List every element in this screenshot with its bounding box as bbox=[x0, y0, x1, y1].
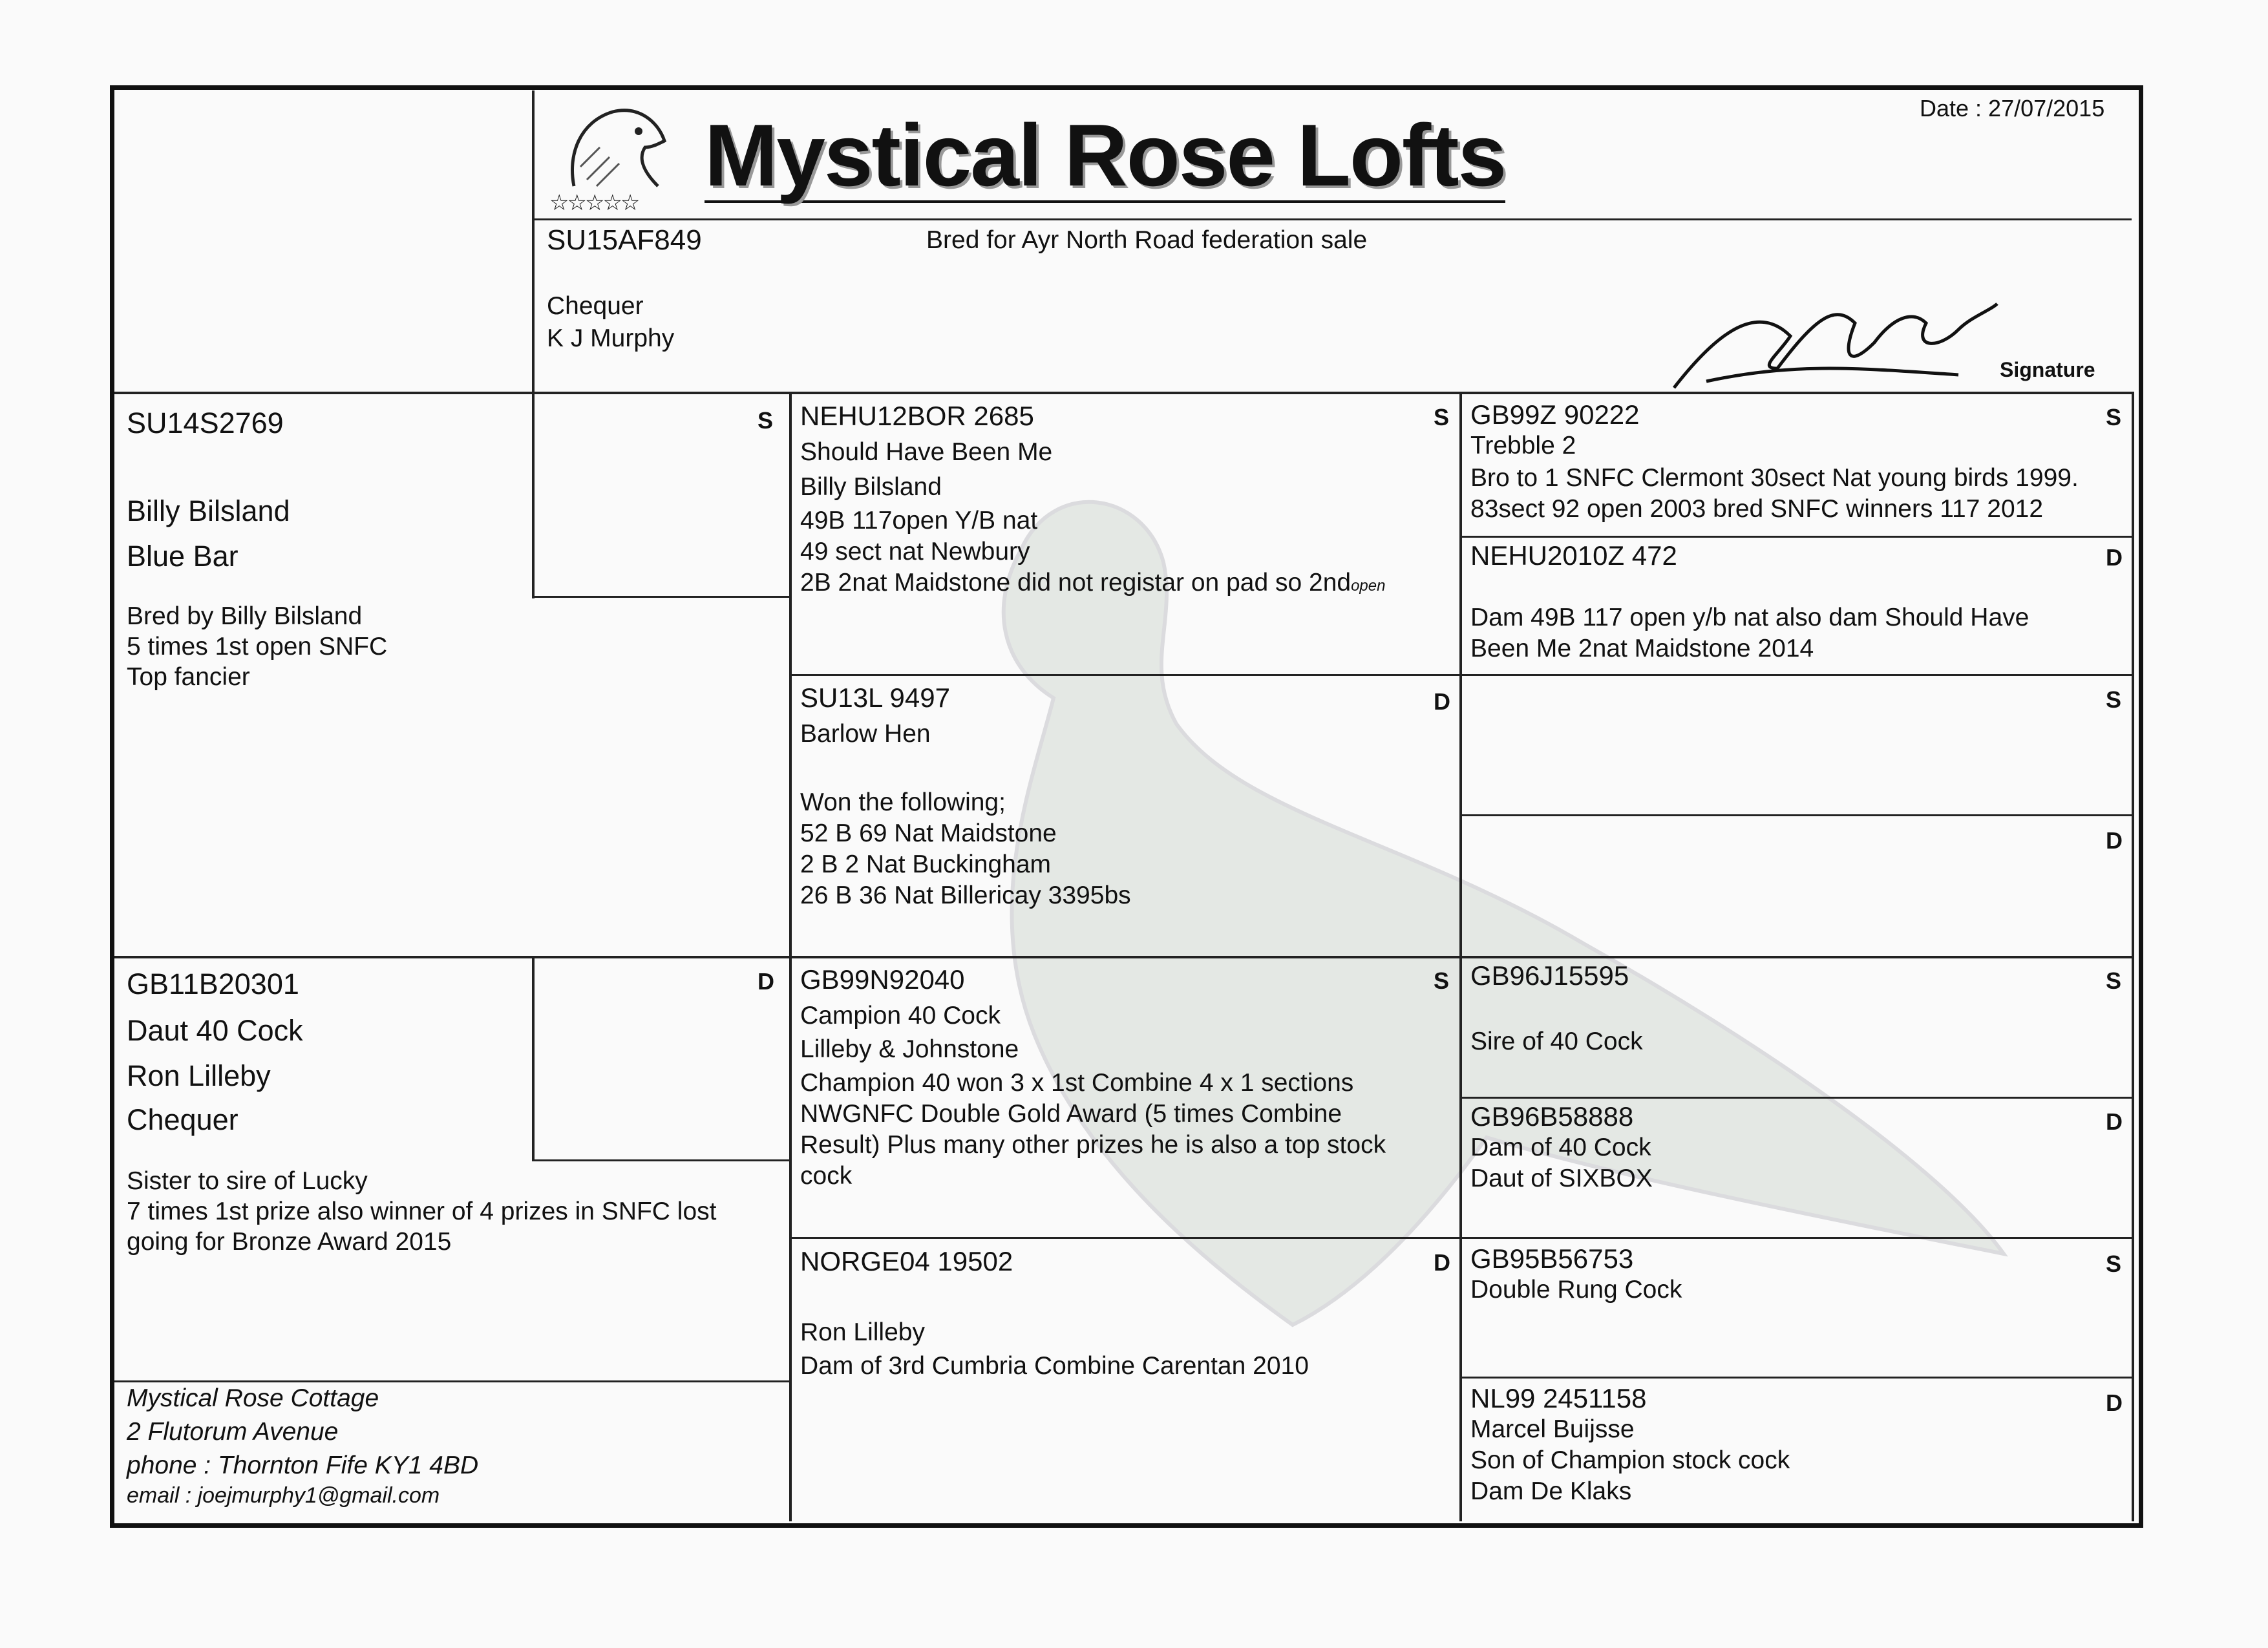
contact-address: 2 Flutorum Avenue bbox=[127, 1418, 339, 1446]
date-label: Date : 27/07/2015 bbox=[1920, 95, 2105, 121]
dam-note-1: Sister to sire of Lucky bbox=[127, 1167, 368, 1195]
ggp-1-sex-mark: S bbox=[2106, 404, 2122, 430]
subject-ring: SU15AF849 bbox=[547, 224, 702, 256]
divider bbox=[1459, 1097, 2132, 1099]
ggp-6-sex-mark: D bbox=[2106, 1108, 2123, 1135]
ggp-5-sex-mark: S bbox=[2106, 967, 2122, 994]
dam-name: Daut 40 Cock bbox=[127, 1014, 303, 1047]
ggp-1-name: Trebble 2 bbox=[1470, 432, 1576, 460]
gp-sd-line-1: Won the following; bbox=[800, 788, 1006, 816]
divider bbox=[532, 1159, 792, 1161]
signature-label: Signature bbox=[2000, 358, 2095, 381]
sire-colour: Blue Bar bbox=[127, 540, 238, 573]
ggp-7-sex-mark: S bbox=[2106, 1251, 2122, 1277]
ggp-5-line-1: Sire of 40 Cock bbox=[1470, 1028, 1643, 1055]
divider bbox=[532, 218, 2132, 220]
dam-sex-mark: D bbox=[758, 968, 774, 995]
ggp-8-breeder: Marcel Buijsse bbox=[1470, 1415, 1635, 1443]
divider bbox=[532, 90, 535, 394]
subject-note: Bred for Ayr North Road federation sale bbox=[926, 226, 1368, 254]
subject-colour: Chequer bbox=[547, 292, 644, 320]
gp-ds-line-2: NWGNFC Double Gold Award (5 times Combine bbox=[800, 1100, 1342, 1128]
divider bbox=[114, 1380, 792, 1382]
dam-note-3: going for Bronze Award 2015 bbox=[127, 1228, 452, 1256]
gp-ds-ring: GB99N92040 bbox=[800, 964, 965, 995]
dam-colour: Chequer bbox=[127, 1103, 238, 1136]
divider bbox=[1459, 814, 2132, 816]
ggp-3-sex-mark: S bbox=[2106, 686, 2122, 713]
contact-name: Mystical Rose Cottage bbox=[127, 1384, 379, 1412]
gp-sd-ring: SU13L 9497 bbox=[800, 682, 950, 713]
divider bbox=[789, 1237, 2132, 1239]
sire-note-1: Bred by Billy Bilsland bbox=[127, 602, 363, 630]
ggp-1-line-1: Bro to 1 SNFC Clermont 30sect Nat young birds 1999. bbox=[1470, 464, 2079, 492]
gp-sd-name: Barlow Hen bbox=[800, 720, 931, 748]
gp-ds-name: Campion 40 Cock bbox=[800, 1002, 1001, 1030]
gp-ss-ring: NEHU12BOR 2685 bbox=[800, 401, 1034, 431]
ggp-7-line-1: Double Rung Cock bbox=[1470, 1276, 1682, 1304]
ggp-6-line-2: Daut of SIXBOX bbox=[1470, 1165, 1653, 1192]
gp-sd-line-3: 2 B 2 Nat Buckingham bbox=[800, 850, 1052, 878]
divider bbox=[1459, 1377, 2132, 1379]
sire-breeder: Billy Bilsland bbox=[127, 494, 290, 527]
ggp-8-ring: NL99 2451158 bbox=[1470, 1383, 1647, 1413]
handwritten-open-note: open bbox=[1351, 577, 1386, 595]
gp-ss-line-2: 49 sect nat Newbury bbox=[800, 538, 1030, 565]
gp-ss-name: Should Have Been Me bbox=[800, 438, 1053, 466]
sire-note-2: 5 times 1st open SNFC bbox=[127, 633, 388, 660]
page-title: Mystical Rose Lofts bbox=[705, 106, 1506, 204]
gp-ds-sex-mark: S bbox=[1434, 967, 1450, 994]
contact-phone: phone : Thornton Fife KY1 4BD bbox=[127, 1452, 479, 1479]
rating-stars: ☆☆☆☆☆ bbox=[549, 191, 639, 215]
ggp-2-ring: NEHU2010Z 472 bbox=[1470, 540, 1677, 571]
signature-image bbox=[1668, 278, 2004, 407]
dam-note-2: 7 times 1st prize also winner of 4 prizes in SNFC lost bbox=[127, 1198, 717, 1225]
gp-dd-breeder: Ron Lilleby bbox=[800, 1318, 925, 1346]
ggp-2-line-2: Been Me 2nat Maidstone 2014 bbox=[1470, 635, 1814, 662]
divider bbox=[114, 956, 2132, 958]
ggp-6-ring: GB96B58888 bbox=[1470, 1101, 1634, 1132]
ggp-8-line-1: Son of Champion stock cock bbox=[1470, 1446, 1790, 1474]
ggp-2-line-1: Dam 49B 117 open y/b nat also dam Should Have bbox=[1470, 604, 2030, 631]
gp-sd-sex-mark: D bbox=[1434, 688, 1450, 715]
gp-sd-line-4: 26 B 36 Nat Billericay 3395bs bbox=[800, 882, 1131, 909]
gp-dd-line-1: Dam of 3rd Cumbria Combine Carentan 2010 bbox=[800, 1352, 1309, 1380]
gp-ds-line-3: Result) Plus many other prizes he is also a top stock bbox=[800, 1131, 1386, 1159]
gp-ds-breeder: Lilleby & Johnstone bbox=[800, 1035, 1019, 1063]
ggp-2-sex-mark: D bbox=[2106, 544, 2123, 571]
ggp-8-sex-mark: D bbox=[2106, 1389, 2123, 1416]
contact-email: email : joejmurphy1@gmail.com bbox=[127, 1483, 440, 1508]
divider bbox=[532, 392, 535, 598]
dam-breeder: Ron Lilleby bbox=[127, 1059, 271, 1092]
ggp-1-line-2: 83sect 92 open 2003 bred SNFC winners 117 2012 bbox=[1470, 495, 2044, 523]
gp-ss-line-3: 2B 2nat Maidstone did not registar on pad so 2ndopen bbox=[800, 569, 1386, 597]
divider bbox=[789, 674, 2132, 676]
gp-dd-ring: NORGE04 19502 bbox=[800, 1246, 1013, 1276]
dam-ring: GB11B20301 bbox=[127, 967, 299, 1000]
divider bbox=[1459, 536, 2132, 538]
ggp-4-sex-mark: D bbox=[2106, 827, 2123, 854]
sire-sex-mark: S bbox=[758, 407, 774, 434]
gp-sd-line-2: 52 B 69 Nat Maidstone bbox=[800, 819, 1057, 847]
ggp-8-line-2: Dam De Klaks bbox=[1470, 1477, 1632, 1505]
divider bbox=[532, 596, 792, 598]
sire-note-3: Top fancier bbox=[127, 663, 250, 691]
sire-ring: SU14S2769 bbox=[127, 407, 284, 439]
gp-ss-line-1: 49B 117open Y/B nat bbox=[800, 507, 1038, 534]
gp-dd-sex-mark: D bbox=[1434, 1249, 1450, 1276]
ggp-6-line-1: Dam of 40 Cock bbox=[1470, 1134, 1651, 1161]
divider bbox=[2132, 392, 2134, 1521]
ggp-5-ring: GB96J15595 bbox=[1470, 960, 1629, 991]
gp-ds-line-4: cock bbox=[800, 1162, 853, 1190]
ggp-7-ring: GB95B56753 bbox=[1470, 1243, 1634, 1274]
divider bbox=[532, 956, 535, 1161]
subject-owner: K J Murphy bbox=[547, 324, 675, 352]
gp-ds-line-1: Champion 40 won 3 x 1st Combine 4 x 1 sections bbox=[800, 1069, 1354, 1097]
gp-ss-sex-mark: S bbox=[1434, 404, 1450, 430]
pigeon-logo-icon bbox=[561, 96, 674, 193]
gp-ss-breeder: Billy Bilsland bbox=[800, 473, 942, 501]
ggp-1-ring: GB99Z 90222 bbox=[1470, 399, 1640, 430]
